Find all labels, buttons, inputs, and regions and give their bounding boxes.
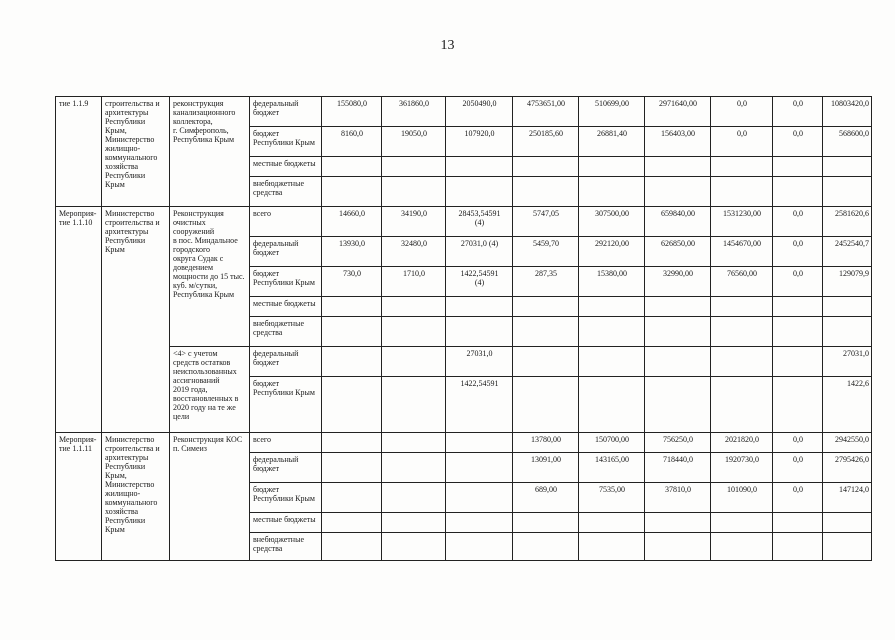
year-value-cell: 0,0 [773, 453, 823, 483]
year-value-cell [711, 297, 773, 317]
year-value-cell [322, 513, 382, 533]
total-value-cell: 1422,6 [823, 377, 872, 433]
year-value-cell [322, 483, 382, 513]
year-value-cell [645, 297, 711, 317]
year-value-cell: 27031,0 (4) [446, 237, 513, 267]
year-value-cell [382, 453, 446, 483]
total-value-cell: 2581620,6 [823, 207, 872, 237]
year-value-cell: 32480,0 [382, 237, 446, 267]
year-value-cell [711, 533, 773, 561]
year-value-cell: 250185,60 [513, 127, 579, 157]
year-value-cell: 287,35 [513, 267, 579, 297]
year-value-cell [645, 513, 711, 533]
year-value-cell: 28453,54591 (4) [446, 207, 513, 237]
total-value-cell: 27031,0 [823, 347, 872, 377]
year-value-cell [579, 297, 645, 317]
total-value-cell: 2795426,0 [823, 453, 872, 483]
year-value-cell [322, 433, 382, 453]
executor-cell: строительства и архитектуры Республики Крым, Министерство жилищно- коммунального хозяйства Республики Крым [102, 97, 170, 207]
year-value-cell [322, 317, 382, 347]
year-value-cell: 34190,0 [382, 207, 446, 237]
year-value-cell [382, 483, 446, 513]
year-value-cell [322, 157, 382, 177]
year-value-cell [382, 377, 446, 433]
funding-source-cell: бюджет Республики Крым [250, 483, 322, 513]
year-value-cell: 8160,0 [322, 127, 382, 157]
year-value-cell: 0,0 [773, 483, 823, 513]
year-value-cell [322, 453, 382, 483]
year-value-cell: 13091,00 [513, 453, 579, 483]
total-value-cell [823, 157, 872, 177]
year-value-cell [711, 157, 773, 177]
year-value-cell [645, 347, 711, 377]
year-value-cell [446, 453, 513, 483]
executor-cell: Министерство строительства и архитектуры Республики Крым, Министерство жилищно- коммунального хозяйства Республики Крым [102, 433, 170, 561]
year-value-cell [446, 157, 513, 177]
year-value-cell [773, 157, 823, 177]
year-value-cell [513, 377, 579, 433]
year-value-cell [513, 297, 579, 317]
year-value-cell [322, 297, 382, 317]
year-value-cell: 26881,40 [579, 127, 645, 157]
year-value-cell [579, 533, 645, 561]
year-value-cell: 0,0 [773, 207, 823, 237]
year-value-cell [773, 177, 823, 207]
funding-source-cell: бюджет Республики Крым [250, 267, 322, 297]
year-value-cell: 730,0 [322, 267, 382, 297]
year-value-cell: 27031,0 [446, 347, 513, 377]
year-value-cell [579, 377, 645, 433]
year-value-cell [382, 297, 446, 317]
year-value-cell [579, 177, 645, 207]
year-value-cell [513, 347, 579, 377]
year-value-cell [711, 177, 773, 207]
year-value-cell: 0,0 [711, 127, 773, 157]
total-value-cell [823, 317, 872, 347]
year-value-cell [773, 347, 823, 377]
year-value-cell: 756250,0 [645, 433, 711, 453]
event-number-cell: Мероприя- тие 1.1.10 [56, 207, 102, 433]
total-value-cell [823, 297, 872, 317]
budget-table [55, 96, 872, 561]
funding-source-cell: внебюджетные средства [250, 317, 322, 347]
year-value-cell [711, 513, 773, 533]
object-cell: Реконструкция КОС п. Симеиз [170, 433, 250, 561]
year-value-cell [579, 513, 645, 533]
year-value-cell: 107920,0 [446, 127, 513, 157]
funding-source-cell: бюджет Республики Крым [250, 377, 322, 433]
year-value-cell [711, 347, 773, 377]
year-value-cell: 718440,0 [645, 453, 711, 483]
year-value-cell [446, 317, 513, 347]
total-value-cell: 10803420,0 [823, 97, 872, 127]
year-value-cell [773, 297, 823, 317]
object-cell: реконструкция канализационного коллектора, г. Симферополь, Республика Крым [170, 97, 250, 207]
year-value-cell: 5747,05 [513, 207, 579, 237]
year-value-cell: 1422,54591 [446, 377, 513, 433]
year-value-cell [513, 513, 579, 533]
year-value-cell: 0,0 [773, 433, 823, 453]
year-value-cell [513, 317, 579, 347]
object-cell: <4> с учетом средств остатков неиспользованных ассигнований 2019 года, восстановленных в 2020 году на те же цели [170, 347, 250, 433]
year-value-cell: 155080,0 [322, 97, 382, 127]
year-value-cell: 156403,00 [645, 127, 711, 157]
year-value-cell [579, 317, 645, 347]
year-value-cell: 101090,0 [711, 483, 773, 513]
year-value-cell [579, 347, 645, 377]
year-value-cell [645, 377, 711, 433]
year-value-cell [773, 533, 823, 561]
year-value-cell: 13780,00 [513, 433, 579, 453]
year-value-cell: 1710,0 [382, 267, 446, 297]
year-value-cell [579, 157, 645, 177]
year-value-cell [446, 297, 513, 317]
year-value-cell [446, 513, 513, 533]
year-value-cell: 0,0 [773, 97, 823, 127]
year-value-cell [382, 157, 446, 177]
year-value-cell: 626850,00 [645, 237, 711, 267]
year-value-cell [711, 377, 773, 433]
total-value-cell [823, 513, 872, 533]
year-value-cell: 1531230,00 [711, 207, 773, 237]
year-value-cell: 76560,00 [711, 267, 773, 297]
funding-source-cell: местные бюджеты [250, 513, 322, 533]
funding-source-cell: местные бюджеты [250, 157, 322, 177]
year-value-cell: 292120,00 [579, 237, 645, 267]
event-number-cell: Мероприя- тие 1.1.11 [56, 433, 102, 561]
year-value-cell [446, 533, 513, 561]
year-value-cell: 689,00 [513, 483, 579, 513]
funding-source-cell: внебюджетные средства [250, 533, 322, 561]
year-value-cell [382, 513, 446, 533]
table-row [56, 97, 872, 127]
table-row [56, 207, 872, 237]
year-value-cell: 7535,00 [579, 483, 645, 513]
total-value-cell: 129079,9 [823, 267, 872, 297]
year-value-cell [446, 177, 513, 207]
year-value-cell: 0,0 [711, 97, 773, 127]
funding-source-cell: всего [250, 207, 322, 237]
year-value-cell [382, 433, 446, 453]
year-value-cell: 150700,00 [579, 433, 645, 453]
year-value-cell [322, 347, 382, 377]
total-value-cell: 2452540,7 [823, 237, 872, 267]
funding-source-cell: всего [250, 433, 322, 453]
year-value-cell: 0,0 [773, 127, 823, 157]
page-number: 13 [440, 38, 455, 53]
year-value-cell [382, 533, 446, 561]
funding-source-cell: федеральный бюджет [250, 347, 322, 377]
year-value-cell [446, 433, 513, 453]
year-value-cell: 1454670,00 [711, 237, 773, 267]
year-value-cell: 4753651,00 [513, 97, 579, 127]
year-value-cell: 5459,70 [513, 237, 579, 267]
year-value-cell [382, 317, 446, 347]
year-value-cell [322, 533, 382, 561]
year-value-cell: 0,0 [773, 267, 823, 297]
total-value-cell: 2942550,0 [823, 433, 872, 453]
year-value-cell: 37810,0 [645, 483, 711, 513]
event-number-cell: тие 1.1.9 [56, 97, 102, 207]
year-value-cell [645, 177, 711, 207]
year-value-cell: 14660,0 [322, 207, 382, 237]
year-value-cell [513, 533, 579, 561]
funding-source-cell: бюджет Республики Крым [250, 127, 322, 157]
year-value-cell: 143165,00 [579, 453, 645, 483]
table-row [56, 347, 872, 377]
year-value-cell [645, 533, 711, 561]
year-value-cell: 32990,00 [645, 267, 711, 297]
year-value-cell [382, 177, 446, 207]
year-value-cell [711, 317, 773, 347]
year-value-cell: 19050,0 [382, 127, 446, 157]
year-value-cell [773, 317, 823, 347]
year-value-cell [645, 317, 711, 347]
total-value-cell: 147124,0 [823, 483, 872, 513]
year-value-cell: 2050490,0 [446, 97, 513, 127]
year-value-cell [773, 377, 823, 433]
funding-source-cell: федеральный бюджет [250, 237, 322, 267]
year-value-cell: 1422,54591 (4) [446, 267, 513, 297]
funding-source-cell: внебюджетные средства [250, 177, 322, 207]
year-value-cell [513, 157, 579, 177]
year-value-cell [645, 157, 711, 177]
year-value-cell: 307500,00 [579, 207, 645, 237]
object-cell: Реконструкция очистных сооружений в пос. Миндальное городского округа Судак с доведением мощности до 15 тыс. куб. м/сутки, Республика Крым [170, 207, 250, 347]
executor-cell: Министерство строительства и архитектуры Республики Крым [102, 207, 170, 433]
year-value-cell: 0,0 [773, 237, 823, 267]
total-value-cell [823, 533, 872, 561]
funding-source-cell: федеральный бюджет [250, 453, 322, 483]
year-value-cell [513, 177, 579, 207]
year-value-cell [322, 177, 382, 207]
funding-source-cell: местные бюджеты [250, 297, 322, 317]
year-value-cell [773, 513, 823, 533]
table-row [56, 433, 872, 453]
year-value-cell: 13930,0 [322, 237, 382, 267]
total-value-cell: 568600,0 [823, 127, 872, 157]
year-value-cell: 510699,00 [579, 97, 645, 127]
year-value-cell [382, 347, 446, 377]
year-value-cell: 15380,00 [579, 267, 645, 297]
year-value-cell: 1920730,0 [711, 453, 773, 483]
year-value-cell: 2021820,0 [711, 433, 773, 453]
year-value-cell: 361860,0 [382, 97, 446, 127]
year-value-cell: 2971640,00 [645, 97, 711, 127]
year-value-cell [446, 483, 513, 513]
total-value-cell [823, 177, 872, 207]
funding-source-cell: федеральный бюджет [250, 97, 322, 127]
year-value-cell: 659840,00 [645, 207, 711, 237]
year-value-cell [322, 377, 382, 433]
